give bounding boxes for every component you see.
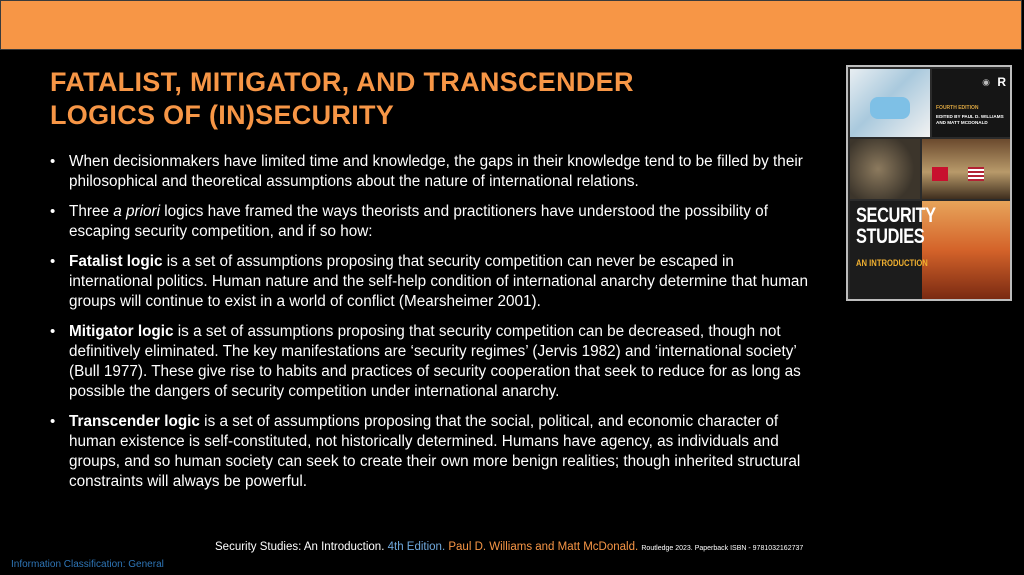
face-mask-shape [870, 97, 910, 119]
bullet-text: is a set of assumptions proposing that the social, political, and economic character of human existence is self-constituted, not historically determined. Humans have agency, as individuals and groups, and so human society can seek to create their own more benign realities; though inherited structural constraints will always be powerful. [69, 413, 801, 490]
cover-photo-aerial [850, 139, 920, 199]
slide-title-line-2: LOGICS OF (IN)SECURITY [50, 100, 395, 130]
bullet-item [50, 322, 820, 402]
citation-edition: 4th Edition. [387, 541, 446, 553]
cover-editors-line-1: EDITED BY PAUL D. WILLIAMS [936, 114, 1004, 119]
bullet-text: is a set of assumptions proposing that security competition can never be escaped in international politics. Human nature and the self-help condition of international anarchy determine that human groups will continue to exist in a world of conflict (Mearsheimer 2001). [69, 253, 808, 310]
publisher-logo: R [997, 75, 1006, 89]
bullet-term-fatalist: Fatalist logic [69, 253, 163, 270]
source-citation [215, 541, 803, 553]
bullet-item [50, 252, 820, 312]
citation-publisher: Routledge 2023. Paperback ISBN - 9781032162737 [641, 545, 804, 552]
bullet-dot: • [50, 153, 56, 170]
cover-edition: FOURTH EDITION [936, 105, 979, 111]
bullet-dot: • [50, 413, 56, 430]
cover-editors-line-2: AND MATT MCDONALD [936, 120, 988, 125]
slide-title-line-1: FATALIST, MITIGATOR, AND TRANSCENDER [50, 67, 634, 97]
publisher-eye-icon: ◉ [982, 77, 990, 87]
cover-title [856, 205, 936, 247]
cover-photo-masked-person [850, 69, 930, 137]
cover-info-panel [932, 69, 1010, 137]
bullet-dot: • [50, 323, 56, 340]
citation-authors: Paul D. Williams and Matt McDonald. [448, 541, 639, 553]
bullet-term-mitigator: Mitigator logic [69, 323, 174, 340]
bullet-item [50, 202, 820, 242]
book-cover-image [846, 65, 1012, 301]
cover-editors [936, 114, 1006, 126]
bullet-text: is a set of assumptions proposing that security competition can be decreased, though not definitively eliminated. The key manifestations are ‘security regimes’ (Jervis 1982) and ‘international society’ (Bull 1977). These give rise to habits and practices of security cooperation that seek to reduce for as long as possible the dangers of security competition under international anarchy. [69, 323, 801, 400]
us-flag-icon [968, 167, 984, 181]
bullet-dot: • [50, 253, 56, 270]
cover-title-line-1: SECURITY [856, 204, 936, 227]
bullet-italic-term: a priori [113, 203, 160, 220]
bullet-text: When decisionmakers have limited time and knowledge, the gaps in their knowledge tend to be filled by their philosophical and theoretical assumptions about the nature of international relations. [69, 153, 803, 190]
bullet-item [50, 412, 820, 492]
top-banner [0, 0, 1022, 50]
slide-title [50, 66, 770, 132]
bullet-text-post: logics have framed the ways theorists and practitioners have understood the possibility of escaping security competition, and if so how: [69, 203, 768, 240]
citation-title: Security Studies: An Introduction. [215, 541, 385, 553]
bullet-text-pre: Three [69, 203, 114, 220]
bullet-dot: • [50, 203, 56, 220]
bullet-term-transcender: Transcender logic [69, 413, 200, 430]
bullet-item [50, 152, 820, 192]
cover-subtitle: AN INTRODUCTION [856, 258, 928, 268]
bullet-list [50, 152, 820, 502]
classification-footer: Information Classification: General [11, 559, 164, 570]
cover-title-line-2: STUDIES [856, 225, 925, 248]
china-flag-icon [932, 167, 948, 181]
